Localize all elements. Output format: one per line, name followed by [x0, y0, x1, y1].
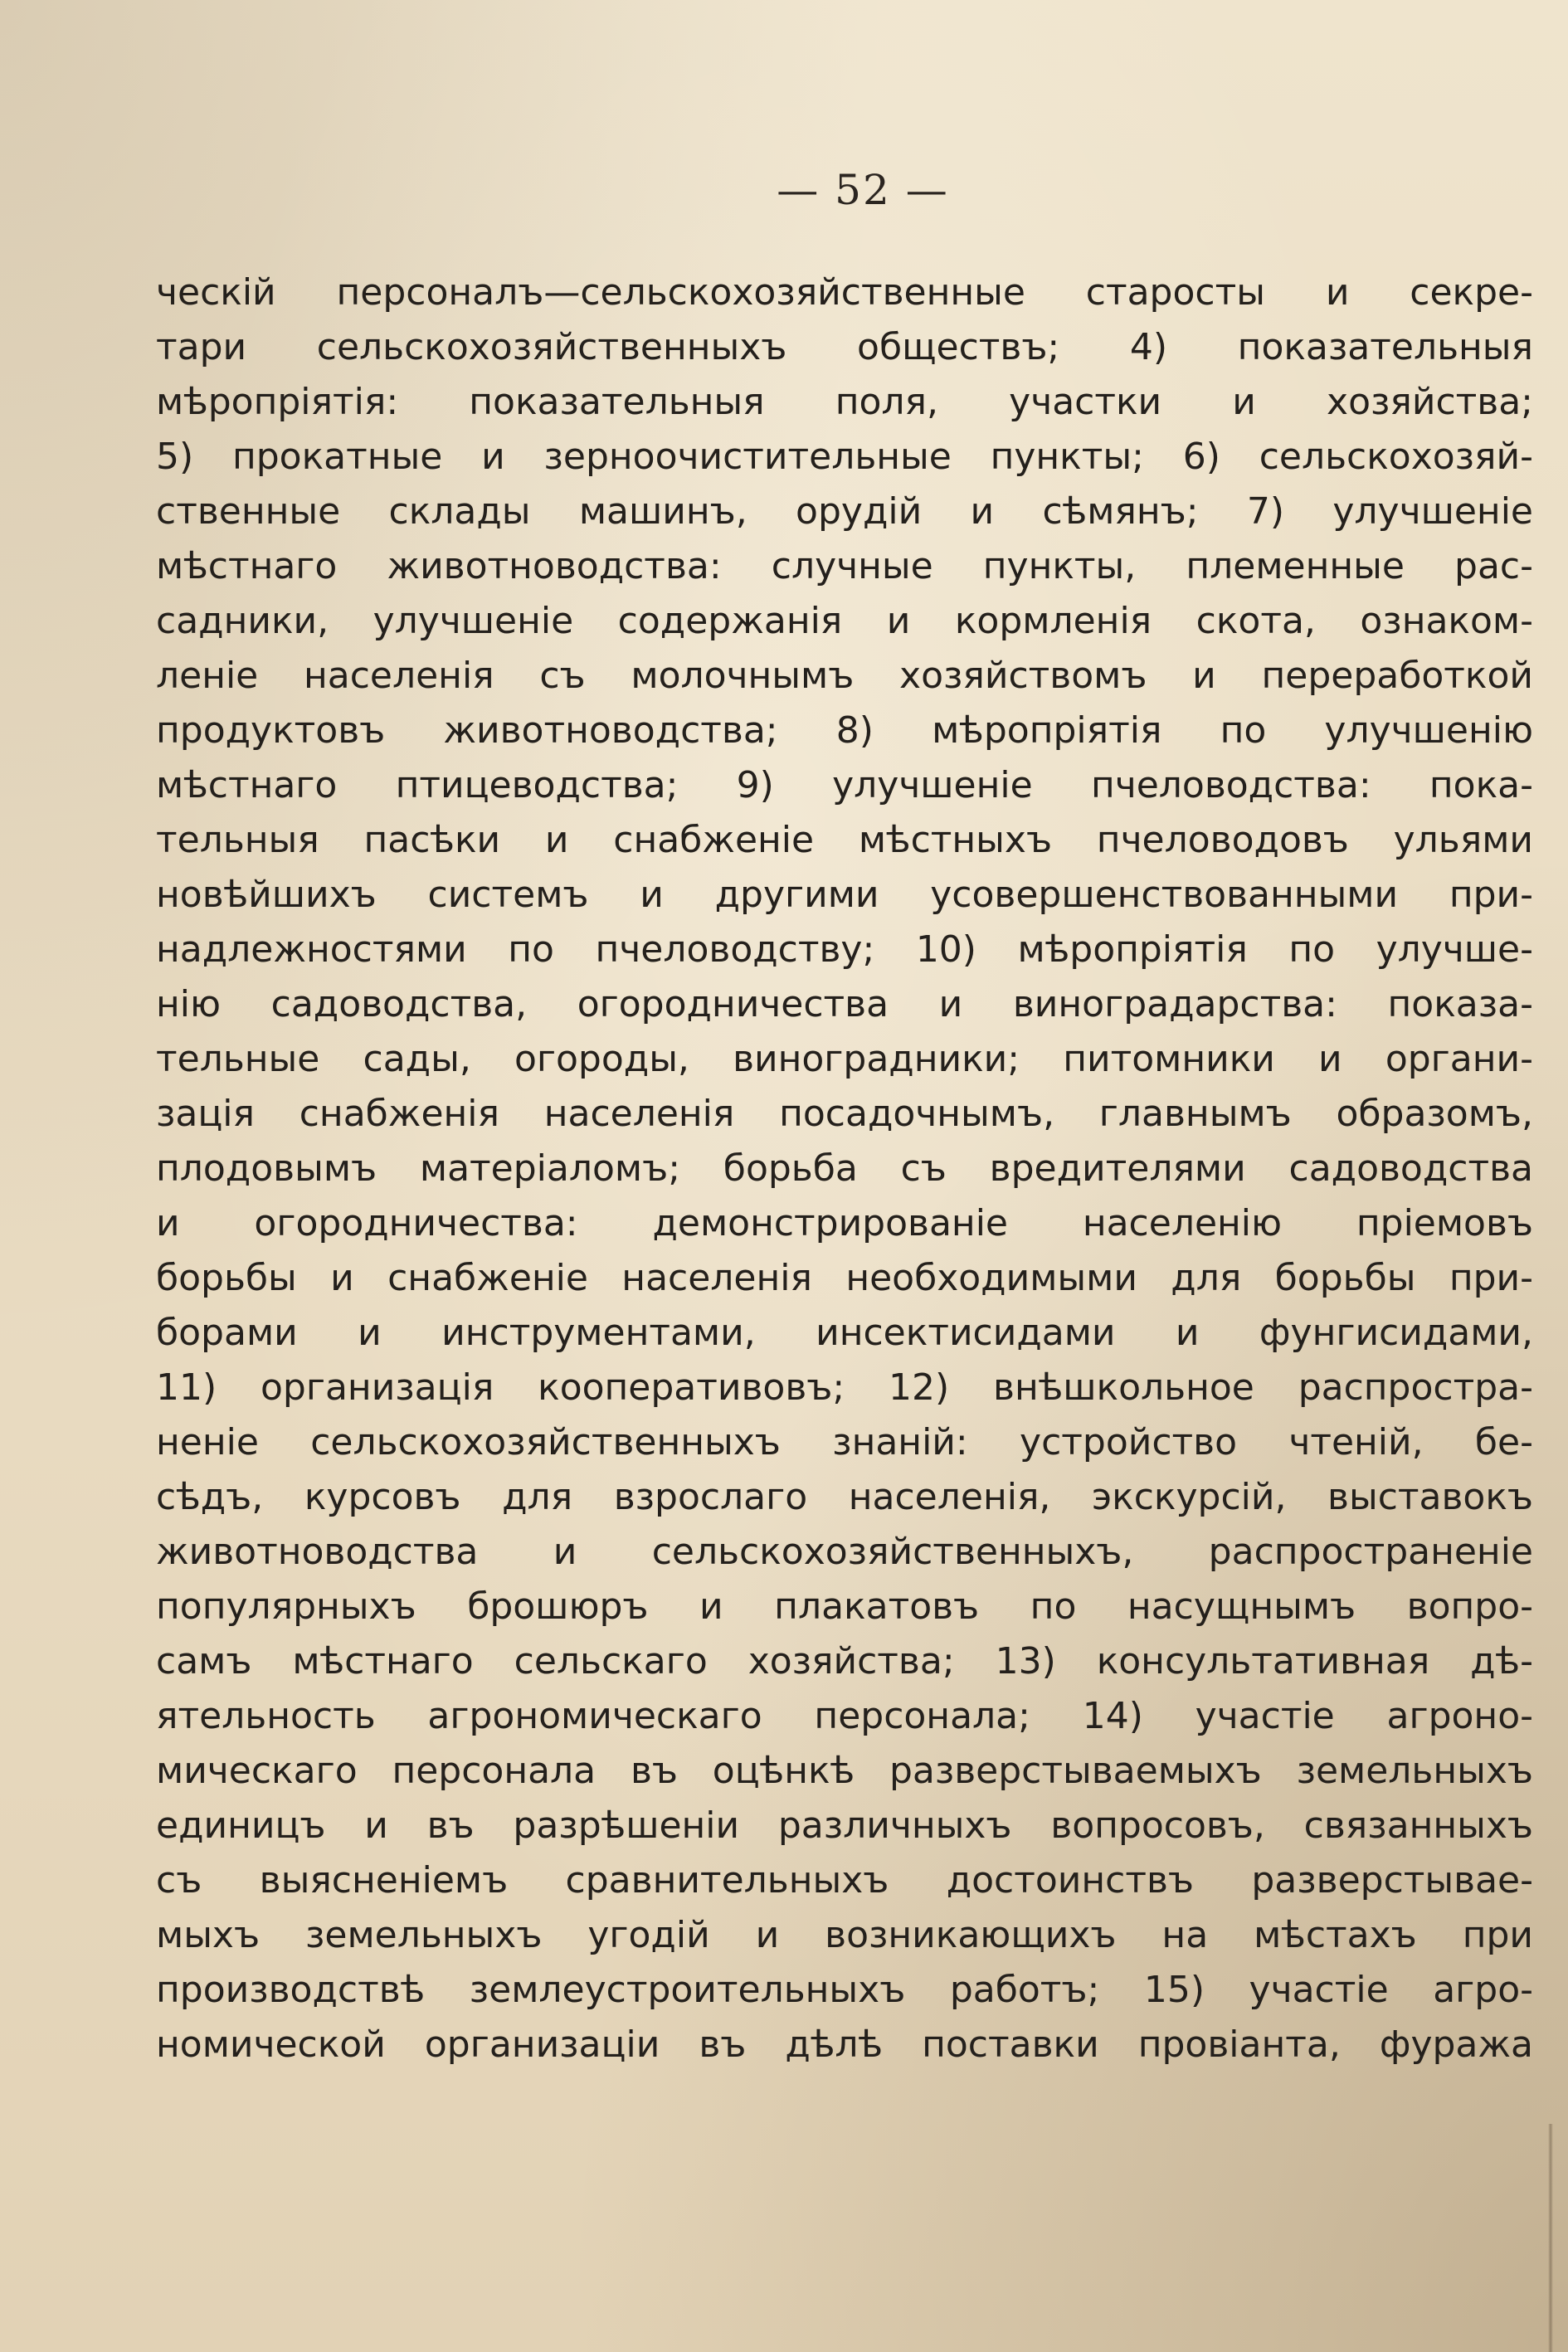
- text-line: мѣстнаго птицеводства; 9) улучшеніе пчеловодства: пока-: [156, 764, 1533, 806]
- text-line: мическаго персонала въ оцѣнкѣ разверстываемыхъ земельныхъ: [156, 1750, 1533, 1792]
- text-line: 5) прокатные и зерноочистительные пункты; 6) сельскохозяй-: [156, 436, 1533, 478]
- text-line: леніе населенія съ молочнымъ хозяйствомъ и переработкой: [156, 655, 1533, 697]
- text-line: мѣропріятія: показательныя поля, участки и хозяйства;: [156, 381, 1533, 423]
- body-text: [156, 265, 1533, 2072]
- text-line: плодовымъ матеріаломъ; борьба съ вредителями садоводства: [156, 1147, 1533, 1190]
- text-line: самъ мѣстнаго сельскаго хозяйства; 13) консультативная дѣ-: [156, 1640, 1533, 1682]
- page-crease: [1548, 2124, 1553, 2352]
- text-line: новѣйшихъ системъ и другими усовершенствованными при-: [156, 874, 1533, 916]
- text-line: мыхъ земельныхъ угодій и возникающихъ на мѣстахъ при: [156, 1914, 1533, 1956]
- text-line: съ выясненіемъ сравнительныхъ достоинствъ разверстывае-: [156, 1859, 1533, 1902]
- text-line: животноводства и сельскохозяйственныхъ, распространеніе: [156, 1531, 1533, 1573]
- text-line: садники, улучшеніе содержанія и кормленія скота, ознаком-: [156, 600, 1533, 642]
- text-line: нію садоводства, огородничества и виноградарства: показа-: [156, 983, 1533, 1025]
- text-line: ственные склады машинъ, орудій и сѣмянъ; 7) улучшеніе: [156, 490, 1533, 533]
- text-line: борами и инструментами, инсектисидами и фунгисидами,: [156, 1312, 1533, 1354]
- text-line: тельные сады, огороды, виноградники; питомники и органи-: [156, 1038, 1533, 1080]
- text-line: неніе сельскохозяйственныхъ знаній: устройство чтеній, бе-: [156, 1421, 1533, 1463]
- text-line: и огородничества: демонстрированіе населенію пріемовъ: [156, 1202, 1533, 1244]
- page-number: — 52 —: [777, 166, 949, 214]
- text-line: ческій персоналъ—сельскохозяйственные старосты и секре-: [156, 271, 1533, 314]
- text-line: зація снабженія населенія посадочнымъ, главнымъ образомъ,: [156, 1093, 1533, 1135]
- text-line: продуктовъ животноводства; 8) мѣропріятія по улучшенію: [156, 709, 1533, 752]
- text-line: производствѣ землеустроительныхъ работъ; 15) участіе агро-: [156, 1969, 1533, 2011]
- text-line: надлежностями по пчеловодству; 10) мѣропріятія по улучше-: [156, 928, 1533, 971]
- text-line: ятельность агрономическаго персонала; 14) участіе агроно-: [156, 1695, 1533, 1737]
- text-line: тари сельскохозяйственныхъ обществъ; 4) показательныя: [156, 326, 1533, 368]
- text-line: сѣдъ, курсовъ для взрослаго населенія, экскурсій, выставокъ: [156, 1476, 1533, 1518]
- text-line: номической организаціи въ дѣлѣ поставки провіанта, фуража: [156, 2023, 1533, 2066]
- text-line: единицъ и въ разрѣшеніи различныхъ вопросовъ, связанныхъ: [156, 1804, 1533, 1847]
- text-line: популярныхъ брошюръ и плакатовъ по насущнымъ вопро-: [156, 1585, 1533, 1628]
- text-line: 11) организація кооперативовъ; 12) внѣшкольное распростра-: [156, 1366, 1533, 1409]
- text-line: тельныя пасѣки и снабженіе мѣстныхъ пчеловодовъ ульями: [156, 819, 1533, 861]
- text-line: мѣстнаго животноводства: случные пункты, племенные рас-: [156, 545, 1533, 587]
- text-line: борьбы и снабженіе населенія необходимыми для борьбы при-: [156, 1257, 1533, 1299]
